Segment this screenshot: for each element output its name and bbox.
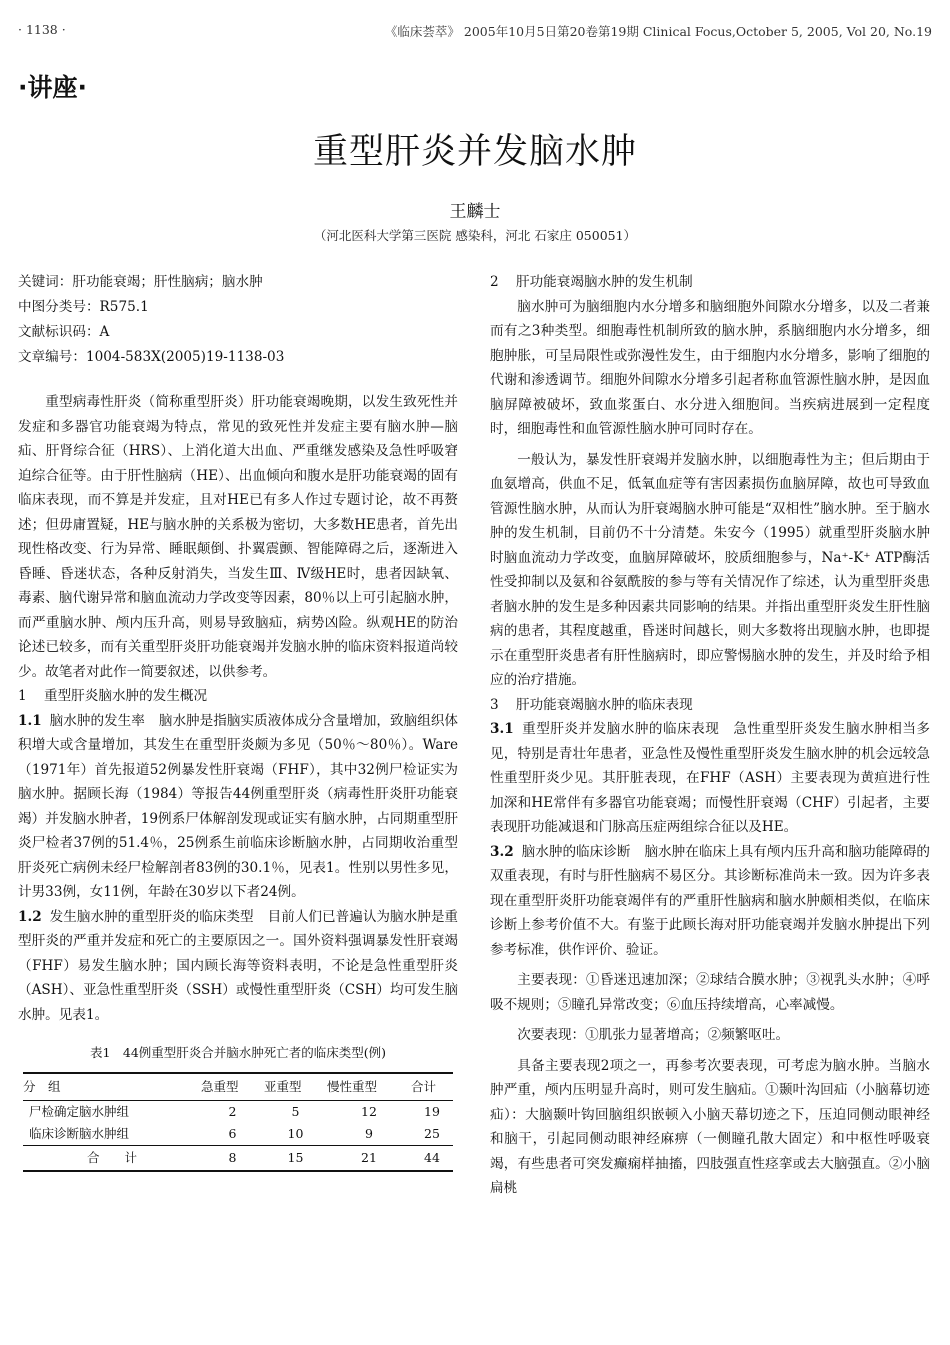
table-cell: 10 bbox=[287, 1125, 304, 1141]
article-meta bbox=[18, 270, 458, 370]
article-title: 重型肝炎并发脑水肿 bbox=[312, 132, 637, 172]
table-cell: 8 bbox=[201, 1145, 264, 1171]
section-1-heading bbox=[18, 684, 458, 709]
author: 王麟士 bbox=[449, 202, 501, 222]
section-label: ·讲座· bbox=[18, 73, 87, 102]
section-title: 肝功能衰竭脑水肿的临床表现 bbox=[516, 696, 693, 713]
diagnostic-criteria: 具备主要表现2项之一，再参考次要表现，可考虑为脑水肿。当脑水肿严重，颅内压明显升高时，则可发生脑疝。①颞叶沟回疝（小脑幕切迹疝）：大脑颞叶钩回脑组织嵌顿入小脑天幕切迹之下，压迫同侧动眼神经和脑干，引起同侧动眼神经麻痹（一侧瞳孔散大固定）和中枢性呼吸衰竭，有些患者可突发癫痫样抽搐，四肢强直性痉挛或去大脑强直。②小脑扁桃 bbox=[490, 1057, 930, 1196]
table-row bbox=[23, 1100, 453, 1123]
subsection-number: 3.2 bbox=[490, 843, 514, 860]
table-row bbox=[23, 1123, 453, 1146]
subsection-text: 脑水肿是指脑实质液体成分含量增加，致脑组织体积增大或含量增加，其发生在重型肝炎颇为多见（50％～80％）。Ware（1971年）首先报道52例暴发性肝衰竭（FHF），其中32例尸检证实为脑水肿。据顾长海（1984）等报告44例重型肝炎（病毒性肝炎肝功能衰竭）并发脑水肿者，19例系尸体解剖发现或证实有脑水肿，占同期重型肝炎尸检者37例的51.4％，25例系生前临床诊断脑水肿，占同期收治重型肝炎死亡病例未经尸检解剖者83例的30.1％，见表1。性别以男性多见，计男33例，女11例，年龄在30岁以下者24例。 bbox=[18, 712, 459, 900]
subsection-title: 重型肝炎并发脑水肿的临床表现 bbox=[521, 721, 720, 737]
table-cell: 12 bbox=[361, 1103, 377, 1119]
col-header: 亚重型 bbox=[264, 1073, 327, 1101]
col-header: 急重型 bbox=[201, 1073, 264, 1101]
paragraph: 脑水肿可为脑细胞内水分增多和脑细胞外间隙水分增多，以及二者兼而有之3种类型。细胞毒性机制所致的脑水肿，系脑细胞内水分增多，细胞肿胀，可呈局限性或弥漫性发生，由于细胞内水分增多，影响了细胞的代谢和渗透调节。细胞外间隙水分增多引起者称血管源性脑水肿，是因血脑屏障被破坏，致血浆蛋白、水分进入细胞间。当疾病进展到一定程度时，细胞毒性和血管源性脑水肿可同时存在。 bbox=[490, 298, 930, 437]
section-title: 重型肝炎脑水肿的发生概况 bbox=[44, 688, 208, 704]
subsection-number: 1.2 bbox=[18, 908, 42, 925]
section-1-1 bbox=[18, 709, 458, 905]
section-2-heading bbox=[490, 270, 930, 295]
clc-number: 中图分类号：R575.1 bbox=[18, 299, 149, 315]
section-3-heading bbox=[490, 693, 930, 718]
left-column bbox=[18, 270, 458, 1172]
table-cell: 2 bbox=[228, 1103, 237, 1119]
table-cell: 19 bbox=[424, 1103, 440, 1119]
table-cell: 21 bbox=[327, 1145, 411, 1171]
section-number: 2 bbox=[490, 274, 499, 290]
journal-info: 《临床荟萃》 2005年10月5日第20卷第19期 Clinical Focus,October 5, 2005, Vol 20, No.19 bbox=[384, 24, 932, 39]
paragraph: 一般认为，暴发性肝衰竭并发脑水肿，以细胞毒性为主；但后期由于血氨增高，供血不足，低氧血症等有害因素损伤血脑屏障，故也可导致血管源性脑水肿，从而认为肝衰竭脑水肿可能是“双相性”脑水肿。至于脑水肿的发生机制，目前仍不十分清楚。朱安今（1995）就重型肝炎脑水肿时脑血流动力学改变，血脑屏障破坏，胶质细胞参与，Na⁺-K⁺ ATP酶活性受抑制以及氨和谷氨酰胺的参与等有关情况作了综述，认为重型肝炎患者脑水肿的发生是多种因素共同影响的结果。并指出重型肝炎发生肝性脑病的患者，其程度越重，昏迷时间越长，则大多数将出现脑水肿，也即提示在重型肝炎患者有肝性脑病时，即应警惕脑水肿的发生，并及时给予相应的治疗措施。 bbox=[490, 451, 930, 688]
table-header-row bbox=[23, 1073, 453, 1101]
subsection-title: 脑水肿的临床诊断 bbox=[521, 843, 631, 860]
col-header: 分 组 bbox=[23, 1073, 201, 1101]
section-title: 肝功能衰竭脑水肿的发生机制 bbox=[516, 274, 693, 290]
table-cell: 6 bbox=[228, 1125, 237, 1141]
section-3-2 bbox=[490, 840, 930, 963]
document-code: 文献标识码：A bbox=[18, 324, 110, 340]
subsection-number: 1.1 bbox=[18, 712, 42, 729]
col-header: 合计 bbox=[411, 1073, 453, 1101]
table-cell: 尸检确定脑水肿组 bbox=[29, 1103, 130, 1119]
section-number: 3 bbox=[490, 696, 499, 713]
col-header: 慢性重型 bbox=[327, 1073, 411, 1101]
table-cell: 合 计 bbox=[23, 1145, 201, 1171]
keywords: 关键词：肝功能衰竭；肝性脑病；脑水肿 bbox=[18, 274, 263, 290]
table-total-row bbox=[23, 1145, 453, 1171]
intro-paragraph: 重型病毒性肝炎（简称重型肝炎）肝功能衰竭晚期，以发生致死性并发症和多器官功能衰竭为特点，常见的致死性并发症主要有脑水肿—脑疝、肝肾综合征（HRS）、上消化道大出血、严重继发感染及急性呼吸窘迫综合征等。由于肝性脑病（HE）、出血倾向和腹水是肝功能衰竭的固有临床表现，而不算是并发症，且对HE已有多人作过专题讨论，故不再赘述；但毋庸置疑，HE与脑水肿的关系极为密切，大多数HE患者，首先出现性格改变、行为异常、睡眠颠倒、扑翼震颤、智能障碍之后，逐渐进入昏睡、昏迷状态，各种反射消失，当发生Ⅲ、Ⅳ级HE时，患者因缺氧、毒素、脑代谢异常和脑血流动力学改变等因素，80％以上可引起脑水肿，而严重脑水肿、颅内压升高，则易导致脑疝，病势凶险。纵观HE的防治论述已较多，而有关重型肝炎肝功能衰竭并发脑水肿的临床资料报道尚较少。故笔者对此作一简要叙述，以供参考。 bbox=[18, 394, 458, 680]
subsection-text: 急性重型肝炎发生脑水肿相当多见，特别是青壮年患者，亚急性及慢性重型肝炎发生脑水肿的机会远较急性重型肝炎少见。其肝脏表现，在FHF（ASH）主要表现为黄疸进行性加深和HE常伴有多器官功能衰竭；而慢性肝衰竭（CHF）引起者，主要表现肝功能减退和门脉高压症两组综合征以及HE。 bbox=[490, 721, 931, 835]
table-cell: 44 bbox=[411, 1145, 453, 1171]
right-column bbox=[490, 270, 930, 1201]
subsection-title: 发生脑水肿的重型肝炎的临床类型 bbox=[49, 908, 254, 925]
article-number: 文章编号：1004-583X(2005)19-1138-03 bbox=[18, 349, 285, 365]
subsection-number: 3.1 bbox=[490, 721, 514, 737]
table-1-caption: 表1 44例重型肝炎合并脑水肿死亡者的临床类型(例) bbox=[89, 1045, 387, 1060]
section-3-1 bbox=[490, 717, 930, 840]
table-cell: 临床诊断脑水肿组 bbox=[29, 1125, 130, 1141]
subsection-title: 脑水肿的发生率 bbox=[49, 712, 145, 729]
table-cell: 9 bbox=[365, 1125, 373, 1141]
section-1-2 bbox=[18, 905, 458, 1028]
table-1 bbox=[23, 1072, 453, 1172]
page-number: · 1138 · bbox=[18, 22, 66, 37]
table-cell: 15 bbox=[264, 1145, 327, 1171]
subsection-text: 目前人们已普遍认为脑水肿是重型肝炎的严重并发症和死亡的主要原因之一。国外资料强调暴发性肝衰竭（FHF）易发生脑水肿；国内顾长海等资料表明，不论是急性重型肝炎（ASH）、亚急性重型肝炎（SSH）或慢性重型肝炎（CSH）均可发生脑水肿。见表1。 bbox=[18, 908, 459, 1023]
affiliation: （河北医科大学第三医院 感染科，河北 石家庄 050051） bbox=[313, 228, 637, 243]
section-number: 1 bbox=[18, 688, 27, 704]
table-cell: 25 bbox=[424, 1125, 440, 1141]
minor-symptoms: 次要表现：①肌张力显著增高；②频繁呕吐。 bbox=[517, 1027, 790, 1043]
table-cell: 5 bbox=[291, 1103, 300, 1119]
subsection-text: 脑水肿在临床上具有颅内压升高和脑功能障碍的双重表现，有时与肝性脑病不易区分。其诊断标准尚未一致。因为许多表现在重型肝炎肝功能衰竭伴有的严重肝性脑病和脑水肿颇相类似，在临床诊断上参考价值不大。有鉴于此顾长海对肝功能衰竭并发脑水肿提出下列参考标准，供作评价、验证。 bbox=[490, 843, 931, 958]
main-symptoms: 主要表现：①昏迷迅速加深；②球结合膜水肿；③视乳头水肿；④呼吸不规则；⑤瞳孔异常改变；⑥血压持续增高，心率减慢。 bbox=[490, 972, 930, 1013]
running-header bbox=[18, 22, 932, 42]
